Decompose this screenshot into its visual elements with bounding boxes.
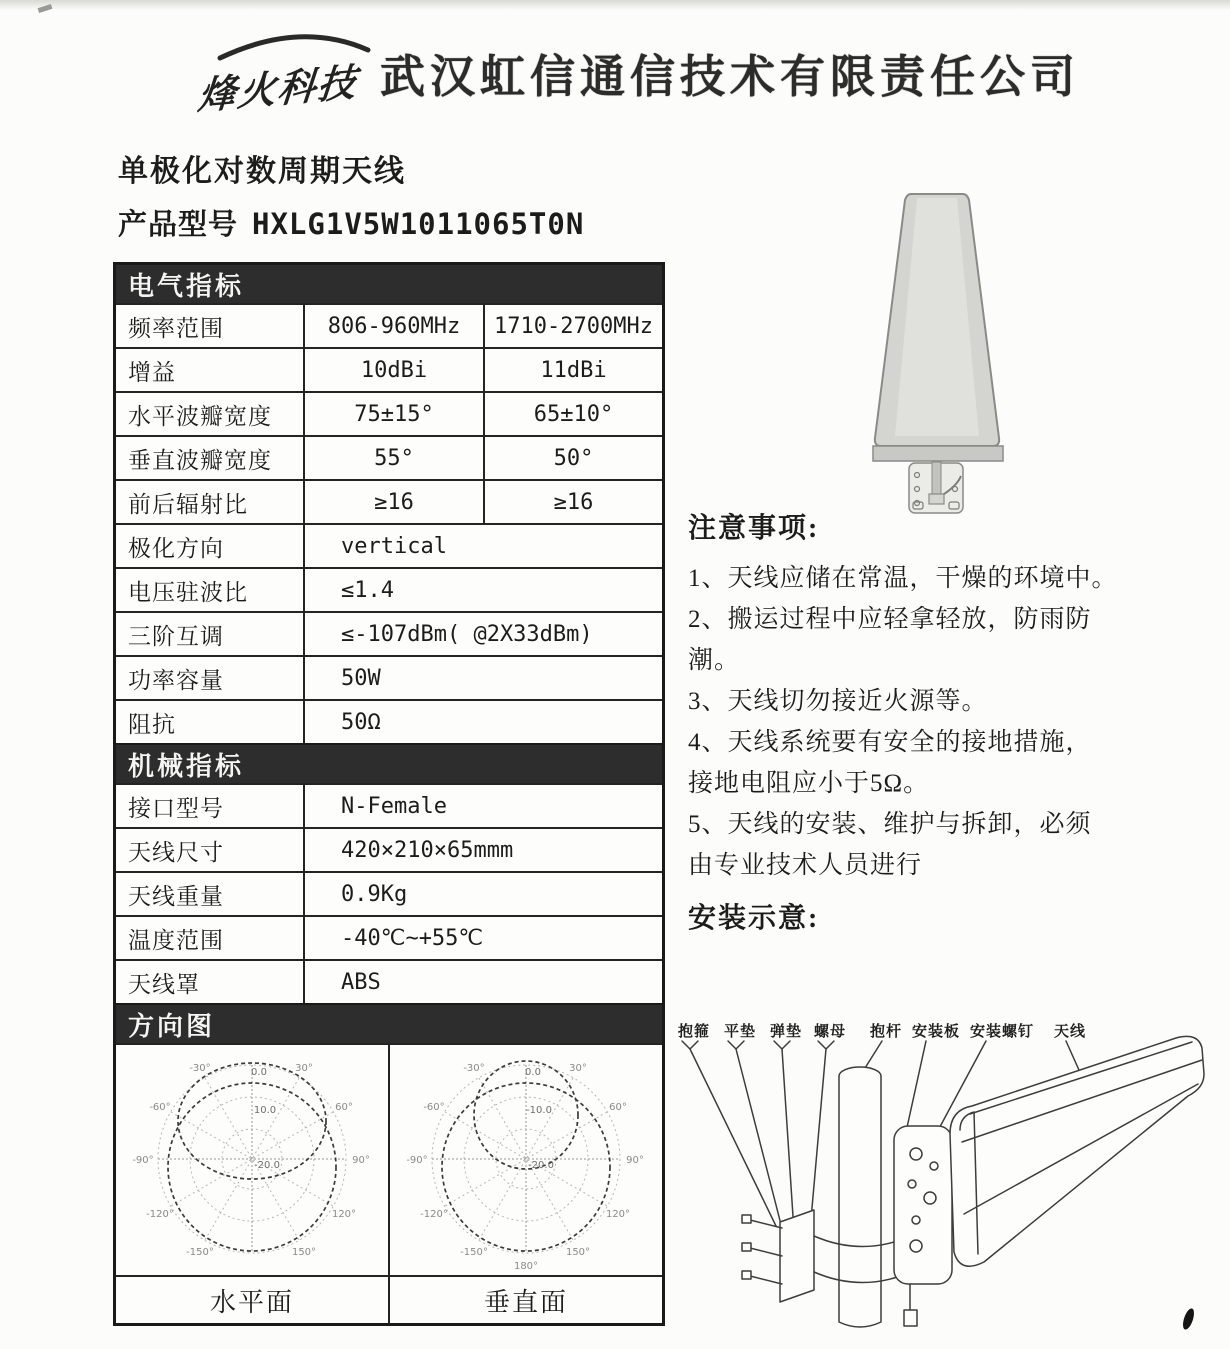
table-row — [116, 567, 662, 611]
polar-plot-vertical-figure — [401, 1047, 651, 1273]
table-row — [116, 391, 662, 435]
spec-label: 频率范围 — [128, 315, 224, 341]
table-row — [116, 871, 662, 915]
table-row — [116, 479, 662, 523]
polar-plot-horizontal — [116, 1045, 388, 1275]
table-row — [116, 915, 662, 959]
table-row — [116, 699, 662, 743]
spec-value: 65±10° — [483, 393, 662, 435]
svg-text:平垫: 平垫 — [724, 1024, 757, 1040]
pattern-captions-row — [116, 1275, 662, 1323]
note-line: 5、天线的安装、维护与拆卸，必须 — [688, 811, 1092, 838]
svg-text:-120°: -120° — [420, 1209, 448, 1220]
spec-label: 水平波瓣宽度 — [128, 403, 272, 429]
svg-text:-120°: -120° — [146, 1209, 174, 1220]
spec-value: ≤-107dBm( @2X33dBm) — [303, 613, 662, 655]
svg-text:-10.0: -10.0 — [526, 1105, 552, 1116]
install-title: 安装示意: — [688, 903, 820, 934]
install-diagram — [664, 1014, 1224, 1344]
svg-text:安装板: 安装板 — [912, 1024, 961, 1040]
svg-text:-150°: -150° — [186, 1247, 214, 1258]
table-row — [116, 435, 662, 479]
svg-text:抱杆: 抱杆 — [870, 1024, 903, 1040]
svg-text:-60°: -60° — [423, 1102, 445, 1113]
scan-edge-shade — [0, 0, 1230, 10]
spec-value: 0.9Kg — [303, 873, 662, 915]
antenna-photo — [845, 186, 1030, 516]
svg-text:安装螺钉: 安装螺钉 — [970, 1024, 1035, 1040]
pattern-plots-row — [116, 1043, 662, 1275]
svg-text:150°: 150° — [565, 1247, 591, 1258]
polar-plot-horizontal-figure — [127, 1047, 377, 1273]
svg-text:弹垫: 弹垫 — [770, 1024, 803, 1040]
spec-value: 11dBi — [483, 349, 662, 391]
table-row — [116, 523, 662, 567]
spec-value: 420×210×65mmm — [303, 829, 662, 871]
svg-text:30°: 30° — [569, 1063, 587, 1074]
spec-label: 功率容量 — [128, 667, 224, 693]
svg-text:60°: 60° — [335, 1102, 353, 1113]
model-label: 产品型号 — [118, 209, 239, 241]
spec-value: ≤1.4 — [303, 569, 662, 611]
svg-text:-30°: -30° — [189, 1063, 211, 1074]
table-row — [116, 655, 662, 699]
spec-label: 接口型号 — [128, 795, 224, 821]
svg-text:-150°: -150° — [460, 1247, 488, 1258]
company-name: 武汉虹信通信技术有限责任公司 — [380, 50, 1081, 102]
spec-label: 天线尺寸 — [128, 839, 224, 865]
svg-text:120°: 120° — [331, 1209, 357, 1220]
spec-value: N-Female — [303, 785, 662, 827]
table-row — [116, 611, 662, 655]
notes-title: 注意事项: — [688, 513, 820, 544]
table-row — [116, 347, 662, 391]
spec-value: 50Ω — [303, 701, 662, 743]
section-header-pattern: 方向图 — [116, 1003, 662, 1043]
spec-value: ≥16 — [483, 481, 662, 523]
spec-value: 1710-2700MHz — [483, 305, 662, 347]
install-diagram-figure — [664, 1014, 1224, 1344]
svg-text:0.0: 0.0 — [525, 1067, 541, 1078]
spec-value: 75±15° — [303, 393, 483, 435]
table-row — [116, 783, 662, 827]
svg-text:60°: 60° — [609, 1102, 627, 1113]
spec-value: 50° — [483, 437, 662, 479]
spec-label: 三阶互调 — [128, 623, 224, 649]
svg-text:30°: 30° — [295, 1063, 313, 1074]
spec-label: 天线罩 — [128, 971, 200, 997]
svg-text:90°: 90° — [626, 1155, 644, 1166]
spec-label: 垂直波瓣宽度 — [128, 447, 272, 473]
spec-value: 55° — [303, 437, 483, 479]
note-line: 潮。 — [688, 647, 741, 674]
spec-label: 阻抗 — [128, 711, 176, 737]
spec-label: 前后辐射比 — [128, 491, 248, 517]
svg-text:90°: 90° — [352, 1155, 370, 1166]
brand-header — [190, 26, 1081, 119]
svg-text:-30°: -30° — [463, 1063, 485, 1074]
svg-text:天线: 天线 — [1054, 1024, 1087, 1040]
spec-label: 增益 — [128, 359, 176, 385]
antenna-photo-figure — [845, 186, 1030, 516]
svg-text:螺母: 螺母 — [814, 1024, 847, 1040]
svg-text:抱箍: 抱箍 — [678, 1024, 711, 1040]
svg-text:-60°: -60° — [149, 1102, 171, 1113]
model-value: HXLG1V5W1011065T0N — [252, 207, 585, 241]
section-header-mechanical: 机械指标 — [116, 743, 662, 783]
note-line: 2、搬运过程中应轻拿轻放，防雨防 — [688, 606, 1092, 633]
pattern-caption-vertical: 垂直面 — [388, 1277, 662, 1323]
svg-text:150°: 150° — [291, 1247, 317, 1258]
spec-label: 温度范围 — [128, 927, 224, 953]
svg-text:180°: 180° — [513, 1261, 539, 1272]
svg-text:10.0: 10.0 — [253, 1105, 277, 1116]
polar-plot-vertical — [388, 1045, 662, 1275]
note-line: 接地电阻应小于5Ω。 — [688, 770, 930, 797]
table-row — [116, 827, 662, 871]
svg-text:-90°: -90° — [406, 1155, 428, 1166]
table-row — [116, 959, 662, 1003]
spec-value: vertical — [303, 525, 662, 567]
svg-text:0.0: 0.0 — [251, 1067, 267, 1078]
spec-label: 极化方向 — [128, 535, 224, 561]
product-title: 单极化对数周期天线 — [118, 155, 406, 188]
spec-value: ABS — [303, 961, 662, 1003]
logo-script-text: 烽火科技 — [196, 58, 360, 119]
spec-value: 10dBi — [303, 349, 483, 391]
svg-text:120°: 120° — [605, 1209, 631, 1220]
spec-value: 50W — [303, 657, 662, 699]
svg-text:-90°: -90° — [132, 1155, 154, 1166]
company-logo — [190, 28, 380, 119]
svg-text:-20.0: -20.0 — [254, 1160, 280, 1171]
note-line: 3、天线切勿接近火源等。 — [688, 688, 988, 715]
svg-text:-20.0: -20.0 — [528, 1160, 554, 1171]
note-line: 由专业技术人员进行 — [688, 852, 923, 879]
notes-section — [688, 506, 1128, 886]
section-header-electrical: 电气指标 — [116, 265, 662, 303]
note-line: 4、天线系统要有安全的接地措施， — [688, 729, 1092, 756]
spec-table — [113, 262, 665, 1326]
table-row — [116, 303, 662, 347]
product-model-line — [118, 202, 584, 243]
note-line: 1、天线应储在常温，干燥的环境中。 — [688, 565, 1118, 592]
spec-label: 电压驻波比 — [128, 579, 248, 605]
spec-label: 天线重量 — [128, 883, 224, 909]
pattern-caption-horizontal: 水平面 — [209, 1287, 294, 1317]
spec-value: -40℃~+55℃ — [303, 917, 662, 959]
spec-value: 806-960MHz — [303, 305, 483, 347]
spec-value: ≥16 — [303, 481, 483, 523]
